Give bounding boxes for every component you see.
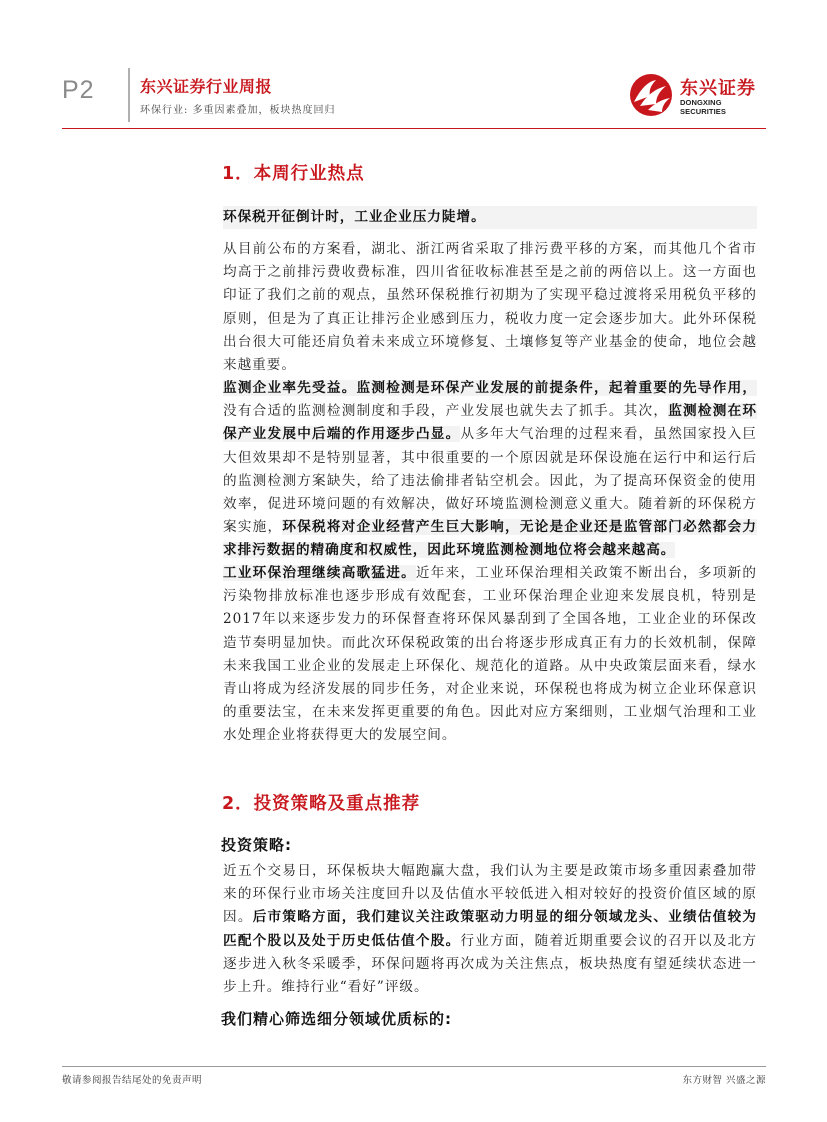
section-1-paragraph-2 [223,377,757,563]
report-series-title: 东兴证券行业周报 [140,77,273,96]
footer-rule [62,1066,766,1067]
paragraph-bold-1: 后市策略方面，我们建议关注政策驱动力明显的细分领域龙头、业绩估值较为匹配个股以及处于历史低估值个股。 [223,909,758,949]
header-divider [128,68,130,122]
paragraph-text-2: 从多年大气治理的过程来看，虽然国家投入巨大但效果却不是特别显著，其中很重要的一个原因就是环保设施在运行中和运行后的监测检测方案缺失，给了违法偷排者钻空机会。因此，为了提高环保资金的使用效率，促进环境问题的有效解决，做好环境监测检测意义重大。随着新的环保税方案实施， [223,426,758,536]
paragraph-text-2: 行业方面，随着近期重要会议的召开以及北方逐步进入秋冬采暖季，环保问题将再次成为关注焦点，板块热度有望延续状态进一步上升。维持行业“看好”评级。 [223,932,758,996]
company-logo [626,70,766,120]
strategy-label: 投资策略: [221,836,292,854]
picks-label: 我们精心筛选细分领域优质标的: [221,1010,453,1028]
section-1-heading: 1．本周行业热点 [222,164,365,184]
dongxing-logo-mark-icon [626,72,676,118]
section-1-paragraph-1 [223,238,757,377]
paragraph-text-1: 近五个交易日，环保板块大幅跑赢大盘，我们认为主要是政策市场多重因素叠加带来的环保行业市场关注度回升以及估值水平较低进入相对较好的投资价值区域的原因。 [223,863,757,926]
section-1-lead [223,206,757,229]
paragraph-text: 从目前公布的方案看，湖北、浙江两省采取了排污费平移的方案，而其他几个省市均高于之前排污费收费标准，四川省征收标准甚至是之前的两倍以上。这一方面也印证了我们之前的观点，虽然环保税推行初期为了实现平稳过渡将采用税负平移的原则，但是为了真正让排污企业感到压力，税收力度一定会逐步加大。此外环保税出台很大可能还肩负着未来成立环境修复、土壤修复等产业基金的使命，地位会越来越重要。 [223,241,757,374]
paragraph-bold-1: 监测企业率先受益。监测检测是环保产业发展的前提条件，起着重要的先导作用， [223,380,757,396]
report-subtitle: 环保行业: 多重因素叠加，板块热度回归 [140,105,336,116]
section-1-paragraph-3 [223,562,757,748]
paragraph-bold-1: 工业环保治理继续高歌猛进。 [223,565,416,581]
paragraph-text-1: 近年来，工业环保治理相关政策不断出台，多项新的污染物排放标准也逐步形成有效配套，工业环保治理企业迎来发展良机，特别是2017年以来逐步发力的环保督查将环保风暴刮到了全国各地，工业企业的环保改造节奏明显加快。而此次环保税政策的出台将逐步形成真正有力的长效机制，保障未来我国工业企业的发展走上环保化、规范化的道路。从中央政策层面来看，绿水青山将成为经济发展的同步任务，对企业来说，环保税也将成为树立企业环保意识的重要法宝，在未来发挥更重要的角色。因此对应方案细则，工业烟气治理和工业水处理企业将获得更大的发展空间。 [223,565,757,744]
paragraph-text-1: 没有合适的监测检测制度和手段，产业发展也就失去了抓手。其次， [223,403,669,420]
footer-slogan: 东方财智 兴盛之源 [682,1075,766,1086]
lead-text: 环保税开征倒计时，工业企业压力陡增。 [223,209,486,225]
paragraph-bold-3: 环保税将对企业经营产生巨大影响，无论是企业还是监管部门必然都会力求排污数据的精确度和权威性，因此环境监测检测地位将会越来越高。 [223,519,758,559]
section-2-heading: 2．投资策略及重点推荐 [222,794,421,814]
logo-name-cn: 东兴证券 [680,78,756,99]
logo-name-en: DONGXING SECURITIES [680,98,727,116]
page-number: P2 [62,76,95,104]
section-2-paragraph-1 [223,860,757,999]
header-rule [62,128,766,129]
footer-disclaimer: 敬请参阅报告结尾处的免责声明 [62,1075,203,1086]
paragraph-bold-2: 监测检测在环保产业发展中后端的作用逐步凸显。 [223,403,757,443]
